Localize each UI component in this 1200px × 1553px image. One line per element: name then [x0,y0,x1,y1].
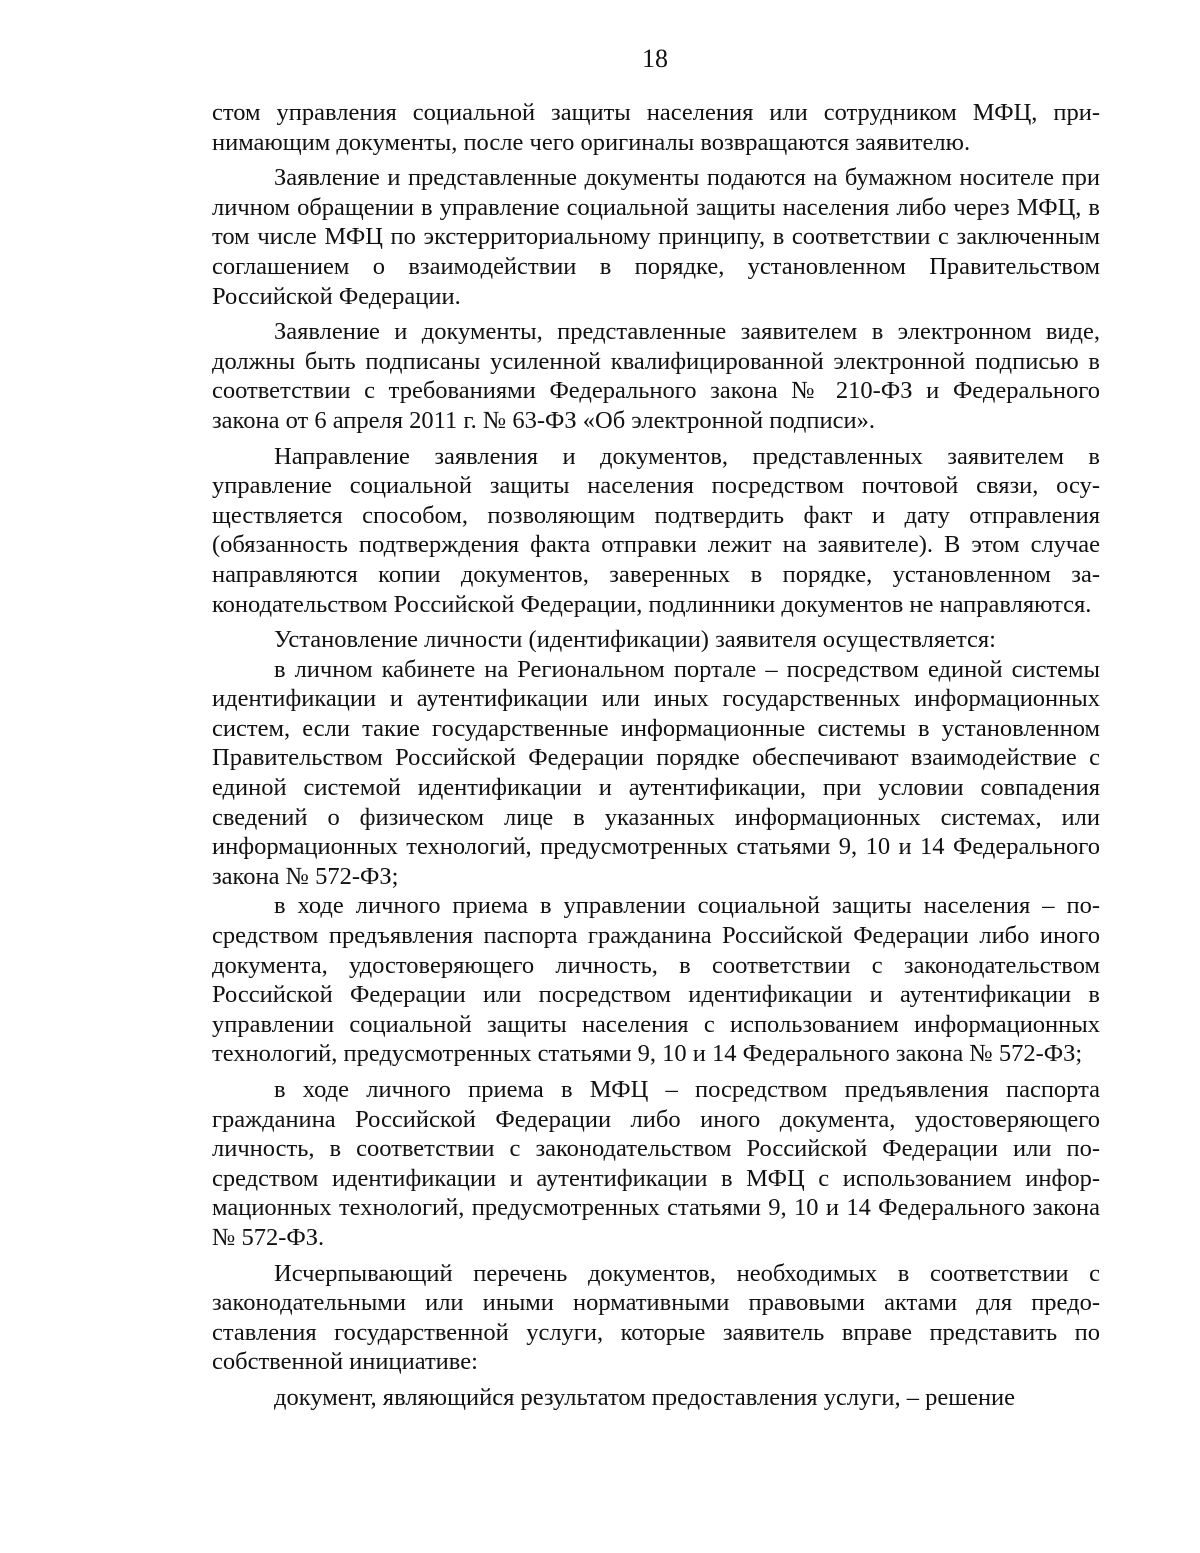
paragraph-4: Направление заявления и документов, представленных заявителем в управление социальной защиты населения посредством почтовой связи, осуществляется способом, позволяющим подтвердить факт и дату отправления (обязанность подтверждения факта отправки лежит на заявителе). В этом случае направляются копии документов, заверенных в порядке, установленном законодательством Российской Федерации, подлинники документов не направляются. [212,442,1100,618]
paragraph-1: стом управления социальной защиты населения или сотрудником МФЦ, принимающим документы, после чего оригиналы возвращаются заявителю. [212,99,1100,156]
paragraph-7: в ходе личного приема в управлении социальной защиты населения – посредством предъявления паспорта гражданина Российской Федерации либо иного документа, удостоверяющего личность, в соответствии с законодательством Российской Федерации или посредством идентификации и аутентификации в управлении социальной защиты населения с использованием информационных технологий, предусмотренных статьями 9, 10 и 14 Федерального закона № 572-ФЗ; [212,892,1100,1068]
paragraph-2: Заявление и представленные документы подаются на бумажном носителе при личном обращении в управление социальной защиты населения либо через МФЦ, в том числе МФЦ по экстерриториальному принципу, в соответствии с заключенным соглашением о взаимодействии в порядке, установленном Правительством Российской Федерации. [212,164,1100,310]
paragraph-10: документ, являющийся результатом предоставления услуги, – решение [274,1383,1016,1411]
paragraph-6: в личном кабинете на Региональном портале – посредством единой системы идентификации и аутентификации или иных государственных информационных систем, если такие государственные информационные системы в установленном Правительством Российской Федерации порядке обеспечивают взаимодействие с единой системой идентификации и аутентификации, при условии совпадения сведений о физическом лице в указанных информационных системах, или информационных технологий, предусмотренных статьями 9, 10 и 14 Федерального закона № 572-ФЗ; [212,655,1100,890]
document-body [212,98,1100,1413]
page-number: 18 [642,44,668,73]
paragraph-5: Установление личности (идентификации) заявителя осуществляется: [274,626,996,654]
paragraph-8: в ходе личного приема в МФЦ – посредством предъявления паспорта гражданина Российской Федерации либо иного документа, удостоверяющего личность, в соответствии с законодательством Российской Федерации или посредством идентификации и аутентификации в МФЦ с использованием информационных технологий, предусмотренных статьями 9, 10 и 14 Федерального закона № 572-ФЗ. [212,1076,1100,1251]
paragraph-3: Заявление и документы, представленные заявителем в электронном виде, должны быть подписаны усиленной квалифицированной электронной подписью в соответствии с требованиями Федерального закона № 210-ФЗ и Федерального закона от 6 апреля 2011 г. № 63-ФЗ «Об электронной подписи». [212,318,1100,434]
paragraph-9: Исчерпывающий перечень документов, необходимых в соответствии с законодательными или иными нормативными правовыми актами для предоставления государственной услуги, которые заявитель вправе представить по собственной инициативе: [212,1259,1100,1376]
